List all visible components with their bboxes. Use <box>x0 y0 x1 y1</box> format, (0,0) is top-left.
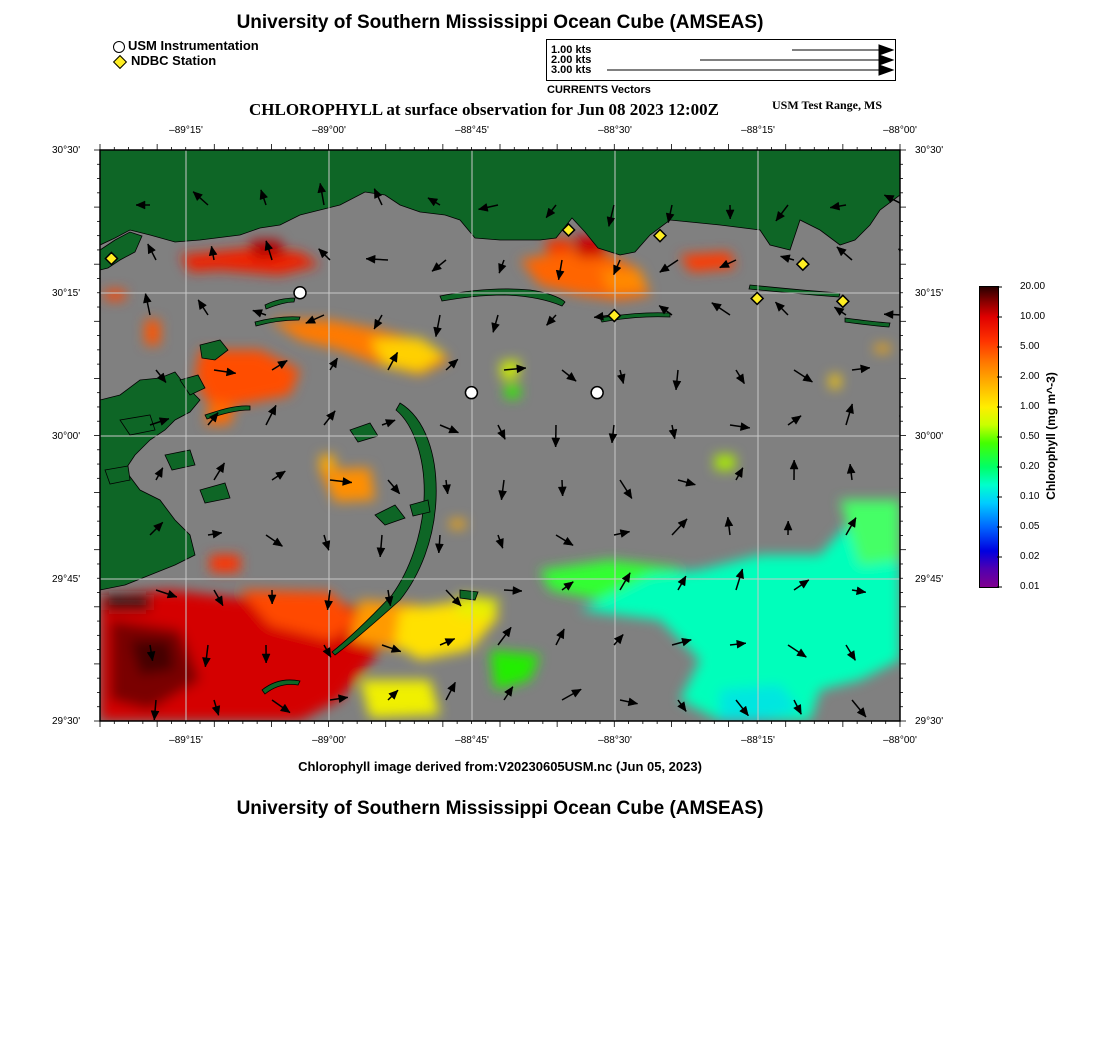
circle-icon <box>113 41 125 53</box>
legend-usm <box>113 38 259 53</box>
legend-ndbc-label: NDBC Station <box>131 53 217 68</box>
lon-label-top: –88°00' <box>883 125 917 136</box>
lat-label-left: 30°00' <box>52 431 81 442</box>
current-vector-head <box>903 647 910 657</box>
colorbar-title: Chlorophyll (mg m^-3) <box>1044 372 1058 500</box>
range-label: USM Test Range, MS <box>772 98 883 112</box>
colorbar-label: 1.00 <box>1020 401 1040 412</box>
lon-label-bottom: –88°00' <box>883 735 917 746</box>
colorbar-label: 2.00 <box>1020 371 1040 382</box>
usm-site-marker <box>591 387 603 399</box>
vector-key-arrows <box>547 40 895 80</box>
map-subtitle: CHLOROPHYLL at surface observation for Jun 08 2023 12:00Z <box>249 100 720 119</box>
lon-label-bottom: –88°30' <box>598 735 632 746</box>
colorbar-label: 10.00 <box>1020 311 1046 322</box>
lat-label-left: 29°45' <box>52 574 81 585</box>
colorbar-label: 0.01 <box>1020 581 1040 592</box>
lat-label-right: 30°15' <box>915 288 944 299</box>
vector-key-label: 3.00 kts <box>551 64 592 76</box>
vector-key-label: 1.00 kts <box>551 44 592 56</box>
lon-label-top: –88°45' <box>455 125 489 136</box>
vector-key-box <box>546 39 896 81</box>
lon-label-bottom: –88°15' <box>741 735 775 746</box>
current-vector-shaft <box>904 530 910 535</box>
colorbar-label: 5.00 <box>1020 341 1040 352</box>
lon-label-bottom: –88°45' <box>455 735 489 746</box>
footer-title: University of Southern Mississippi Ocean Cube (AMSEAS) <box>236 798 764 819</box>
legend-ndbc <box>113 53 216 68</box>
colorbar <box>979 286 999 588</box>
lon-label-bottom: –89°00' <box>312 735 346 746</box>
lon-label-top: –88°15' <box>741 125 775 136</box>
lon-label-top: –88°30' <box>598 125 632 136</box>
colorbar-label: 0.02 <box>1020 551 1040 562</box>
lat-label-left: 30°15' <box>52 288 81 299</box>
legend-usm-label: USM Instrumentation <box>128 38 259 53</box>
page-title: University of Southern Mississippi Ocean Cube (AMSEAS) <box>236 12 764 33</box>
colorbar-label: 0.50 <box>1020 431 1040 442</box>
colorbar-ticks <box>997 286 1007 588</box>
lat-label-right: 30°30' <box>915 145 944 156</box>
current-vector-shaft <box>902 407 904 425</box>
chlorophyll-map[interactable] <box>92 143 910 729</box>
vector-key-label: 2.00 kts <box>551 54 592 66</box>
lon-label-top: –89°15' <box>169 125 203 136</box>
lon-label-bottom: –89°15' <box>169 735 203 746</box>
lat-label-left: 30°30' <box>52 145 81 156</box>
current-vector-head <box>908 458 910 468</box>
lat-label-right: 29°30' <box>915 716 944 727</box>
colorbar-label: 0.05 <box>1020 521 1040 532</box>
colorbar-label: 0.10 <box>1020 491 1040 502</box>
usm-site-marker <box>294 287 306 299</box>
lon-label-top: –89°00' <box>312 125 346 136</box>
lat-label-left: 29°30' <box>52 716 81 727</box>
current-vector-shaft <box>904 645 910 657</box>
colorbar-label: 20.00 <box>1020 281 1046 292</box>
lat-label-right: 30°00' <box>915 431 944 442</box>
source-caption: Chlorophyll image derived from:V20230605USM.nc (Jun 05, 2023) <box>298 759 702 774</box>
lat-label-right: 29°45' <box>915 574 944 585</box>
diamond-icon <box>113 54 127 68</box>
current-vector-head <box>909 529 910 537</box>
usm-site-marker <box>465 387 477 399</box>
colorbar-label: 0.20 <box>1020 461 1040 472</box>
vectors-caption: CURRENTS Vectors <box>547 84 651 96</box>
